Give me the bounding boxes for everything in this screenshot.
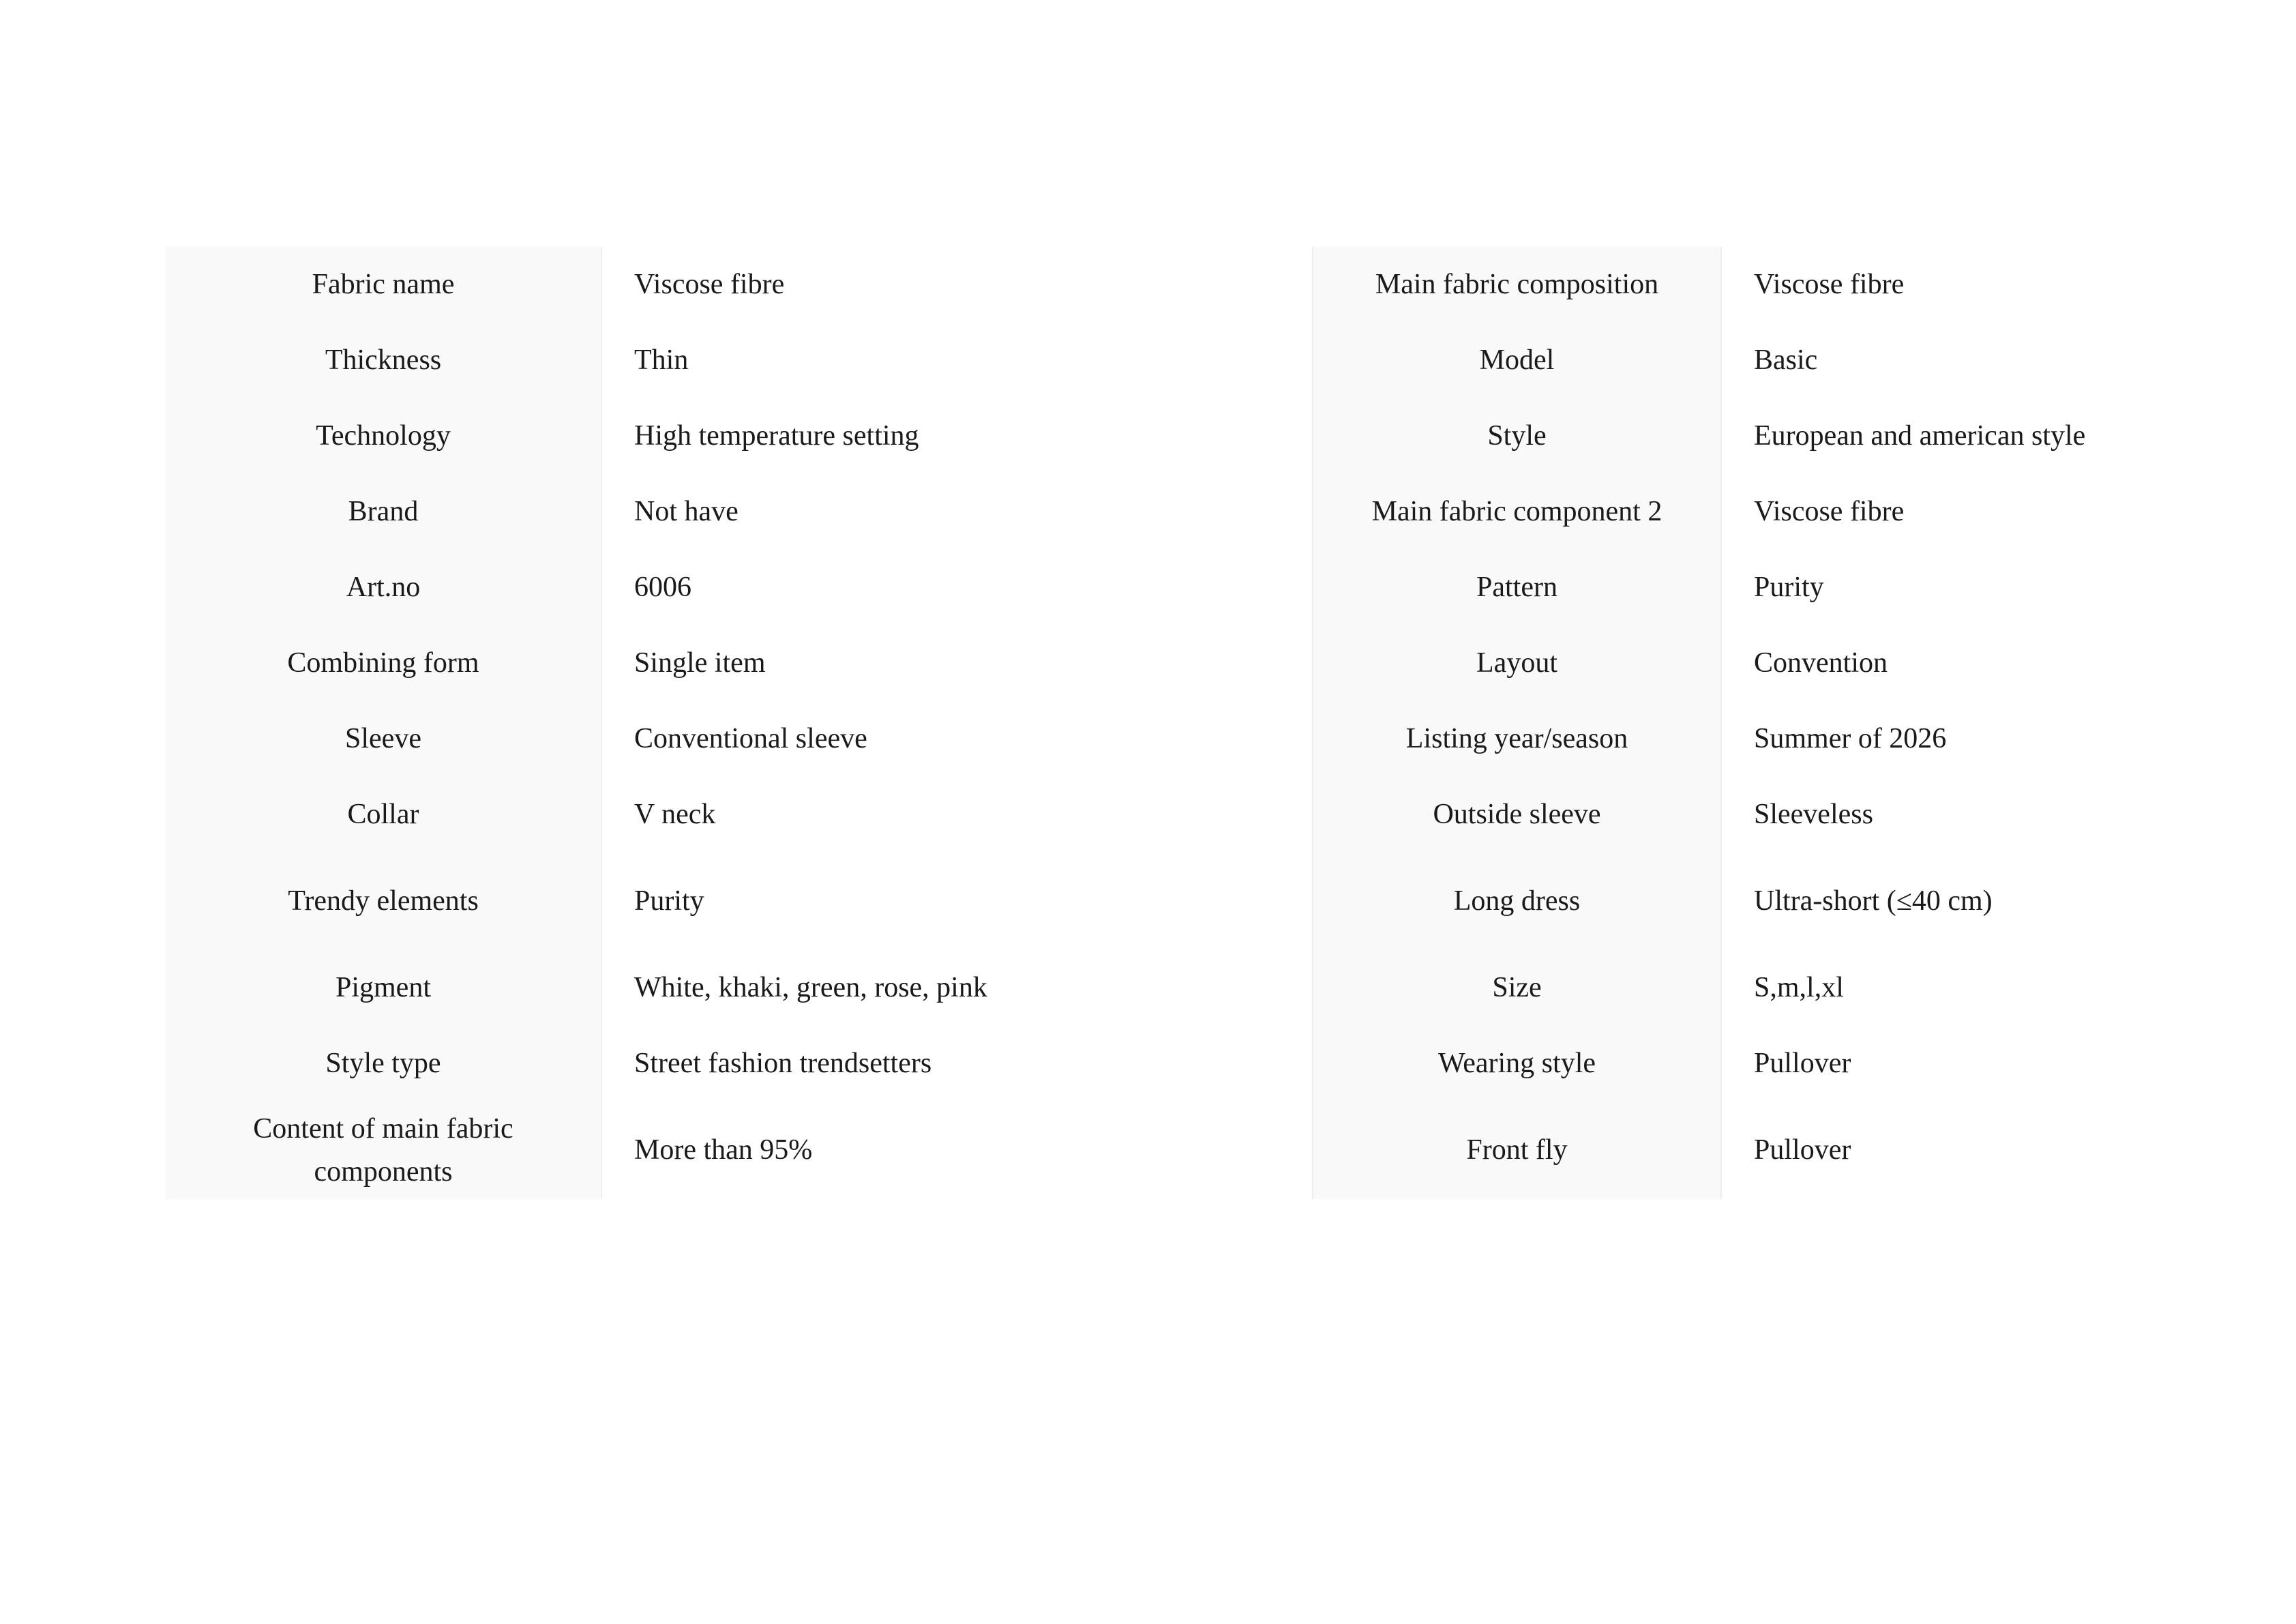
table-row bbox=[166, 625, 2132, 701]
attribute-label: Combining form bbox=[166, 625, 601, 701]
attribute-value: Viscose fibre bbox=[1721, 247, 2132, 323]
product-attributes-table bbox=[166, 247, 2132, 1199]
attribute-value: Convention bbox=[1721, 625, 2132, 701]
attribute-value: Purity bbox=[601, 853, 1313, 950]
attribute-value: Ultra-short (≤40 cm) bbox=[1721, 853, 2132, 950]
attribute-value: More than 95% bbox=[601, 1102, 1313, 1199]
attribute-label: Art.no bbox=[166, 550, 601, 625]
table-row bbox=[166, 398, 2132, 474]
attribute-label: Main fabric composition bbox=[1313, 247, 1721, 323]
attribute-label: Pattern bbox=[1313, 550, 1721, 625]
attribute-label: Content of main fabric components bbox=[166, 1102, 601, 1199]
table-row bbox=[166, 550, 2132, 625]
attribute-label: Technology bbox=[166, 398, 601, 474]
table-row bbox=[166, 950, 2132, 1026]
attribute-label: Style bbox=[1313, 398, 1721, 474]
attribute-value: Not have bbox=[601, 474, 1313, 550]
table-row bbox=[166, 701, 2132, 777]
table-row bbox=[166, 1026, 2132, 1102]
attribute-label: Fabric name bbox=[166, 247, 601, 323]
attribute-value: Pullover bbox=[1721, 1026, 2132, 1102]
table-row bbox=[166, 777, 2132, 853]
table-row bbox=[166, 1102, 2132, 1199]
attribute-value: S,m,l,xl bbox=[1721, 950, 2132, 1026]
attribute-label: Trendy elements bbox=[166, 853, 601, 950]
attribute-value: Sleeveless bbox=[1721, 777, 2132, 853]
attribute-value: V neck bbox=[601, 777, 1313, 853]
attribute-value: Pullover bbox=[1721, 1102, 2132, 1199]
attribute-label: Model bbox=[1313, 323, 1721, 398]
attribute-label: Front fly bbox=[1313, 1102, 1721, 1199]
attribute-value: Thin bbox=[601, 323, 1313, 398]
attribute-value: 6006 bbox=[601, 550, 1313, 625]
attribute-value: Summer of 2026 bbox=[1721, 701, 2132, 777]
attribute-label: Long dress bbox=[1313, 853, 1721, 950]
attribute-label: Style type bbox=[166, 1026, 601, 1102]
attribute-label: Thickness bbox=[166, 323, 601, 398]
attribute-label: Wearing style bbox=[1313, 1026, 1721, 1102]
attribute-value: Purity bbox=[1721, 550, 2132, 625]
table-row bbox=[166, 474, 2132, 550]
attribute-value: Viscose fibre bbox=[601, 247, 1313, 323]
attribute-value: European and american style bbox=[1721, 398, 2132, 474]
table-row bbox=[166, 247, 2132, 323]
table-row bbox=[166, 853, 2132, 950]
attribute-value: Conventional sleeve bbox=[601, 701, 1313, 777]
attribute-label: Size bbox=[1313, 950, 1721, 1026]
attribute-label: Main fabric component 2 bbox=[1313, 474, 1721, 550]
attribute-label: Collar bbox=[166, 777, 601, 853]
attribute-label: Brand bbox=[166, 474, 601, 550]
attribute-label: Pigment bbox=[166, 950, 601, 1026]
attribute-value: Basic bbox=[1721, 323, 2132, 398]
attribute-label: Listing year/season bbox=[1313, 701, 1721, 777]
attribute-value: Single item bbox=[601, 625, 1313, 701]
attribute-value: White, khaki, green, rose, pink bbox=[601, 950, 1313, 1026]
product-attributes-body bbox=[166, 247, 2132, 1199]
attribute-label: Outside sleeve bbox=[1313, 777, 1721, 853]
attribute-value: High temperature setting bbox=[601, 398, 1313, 474]
attribute-value: Street fashion trendsetters bbox=[601, 1026, 1313, 1102]
attribute-value: Viscose fibre bbox=[1721, 474, 2132, 550]
attribute-label: Layout bbox=[1313, 625, 1721, 701]
attribute-label: Sleeve bbox=[166, 701, 601, 777]
table-row bbox=[166, 323, 2132, 398]
